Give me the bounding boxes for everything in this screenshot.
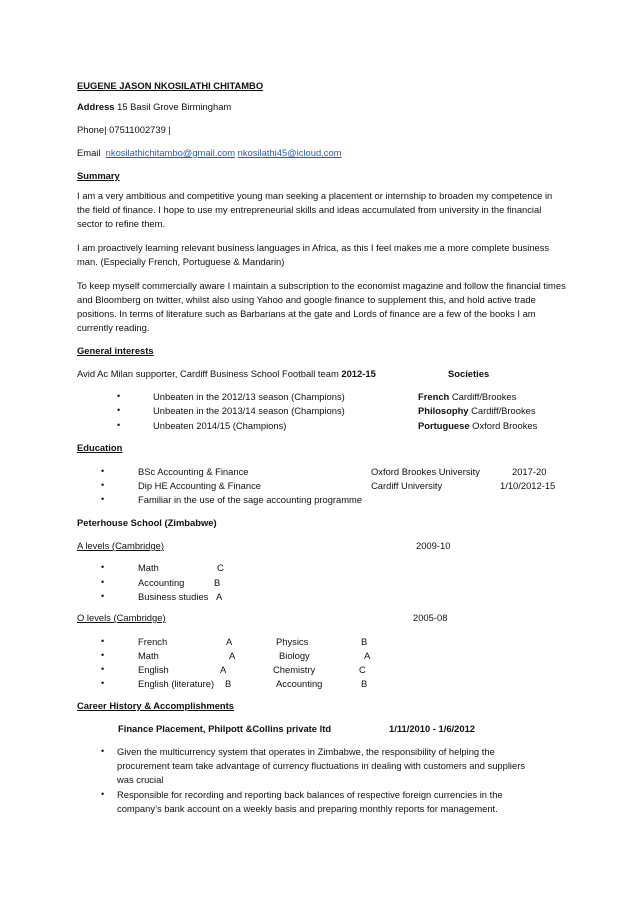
summary-heading: Summary — [77, 170, 120, 181]
societies-heading: Societies — [448, 368, 490, 379]
a-level-grade: B — [214, 577, 221, 588]
a-level-grade: C — [217, 562, 224, 573]
bullet-icon: • — [101, 789, 105, 799]
a-levels-label: A levels (Cambridge) — [77, 540, 165, 551]
bullet-icon: • — [101, 591, 105, 601]
o-level-grade-2: A — [364, 650, 371, 661]
o-level-grade: B — [225, 678, 232, 689]
education-heading: Education — [77, 442, 123, 453]
o-level-subject: Math — [138, 650, 159, 661]
society-lang: French — [418, 391, 450, 402]
degree-course: Dip HE Accounting & Finance — [138, 480, 261, 491]
summary-paragraph-1: I am a very ambitious and competitive young man seeking a placement or internship to broaden my competence in the field of finance. I hope to use my entrepreneurial skills and ideas accumulated from university in the financial sector to refine them. — [77, 190, 553, 229]
o-level-grade-2: C — [359, 664, 366, 675]
address-line — [77, 101, 231, 112]
email-label: Email — [77, 147, 101, 158]
career-bullet-2: Responsible for recording and reporting back balances of respective foreign currencies in the company’s bank account on a weekly basis and preparing monthly reports for management. — [117, 789, 503, 814]
o-level-subject: English (literature) — [138, 678, 215, 689]
bullet-icon: • — [101, 650, 105, 660]
society-item — [418, 405, 536, 416]
interests-years: 2012-15 — [341, 368, 376, 379]
email-line — [77, 147, 342, 158]
career-role: Finance Placement, Philpott &Collins private ltd — [118, 723, 332, 734]
society-item — [418, 391, 516, 402]
o-level-grade: A — [229, 650, 236, 661]
interests-text: Avid Ac Milan supporter, Cardiff Business School Football team — [77, 368, 342, 379]
career-bullet-1: Given the multicurrency system that operates in Zimbabwe, the responsibility of helping the procurement team take advantage of currency fluctuations in dealing with customers and suppliers was crucial — [117, 746, 526, 785]
society-lang: Portuguese — [418, 420, 470, 431]
resume-name: EUGENE JASON NKOSILATHI CHITAMBO — [77, 80, 264, 91]
bullet-icon: • — [101, 494, 105, 504]
bullet-icon: • — [101, 664, 105, 674]
o-level-subject-2: Physics — [276, 636, 309, 647]
email-link-icloud[interactable]: nkosilathi45@icloud.com — [237, 147, 342, 158]
o-level-subject: English — [138, 664, 169, 675]
degree-dates: 1/10/2012-15 — [500, 480, 556, 491]
bullet-icon: • — [101, 746, 105, 756]
o-level-subject-2: Chemistry — [273, 664, 316, 675]
o-level-grade-2: B — [361, 678, 368, 689]
o-level-subject-2: Accounting — [276, 678, 323, 689]
degree-course: BSc Accounting & Finance — [138, 466, 249, 477]
a-level-grade: A — [216, 591, 223, 602]
interest-item: Unbeaten in the 2012/13 season (Champions) — [153, 391, 345, 402]
a-levels-years: 2009-10 — [416, 540, 451, 551]
a-level-subject: Accounting — [138, 577, 185, 588]
o-level-subject-2: Biology — [279, 650, 310, 661]
bullet-icon: • — [101, 577, 105, 587]
society-lang: Philosophy — [418, 405, 469, 416]
address-value: 15 Basil Grove Birmingham — [114, 101, 232, 112]
bullet-icon: • — [101, 678, 105, 688]
bullet-icon: • — [117, 420, 121, 430]
bullet-icon: • — [101, 466, 105, 476]
o-level-grade: A — [220, 664, 227, 675]
o-levels-years: 2005-08 — [413, 612, 448, 623]
bullet-icon: • — [101, 480, 105, 490]
school-name: Peterhouse School (Zimbabwe) — [77, 517, 217, 528]
a-level-subject: Math — [138, 562, 159, 573]
bullet-icon: • — [101, 636, 105, 646]
email-link-gmail[interactable]: nkosilathichitambo@gmail.com — [105, 147, 236, 158]
summary-paragraph-3: To keep myself commercially aware I maintain a subscription to the economist magazine and follow the financial times and Bloomberg on twitter, whilst also using Yahoo and google finance to supplement this, and hold active trade positions. In terms of literature such as Barbarians at the gate and Lords of finance are a few of the books I am currently reading. — [77, 280, 566, 333]
bullet-icon: • — [101, 562, 105, 572]
o-level-grade: A — [226, 636, 233, 647]
address-label: Address — [77, 101, 115, 112]
society-place: Cardiff/Brookes — [449, 391, 517, 402]
career-heading: Career History & Accomplishments — [77, 700, 234, 711]
summary-paragraph-2: I am proactively learning relevant business languages in Africa, as this I feel makes me a more complete business man. (Especially French, Portuguese & Mandarin) — [77, 242, 550, 267]
phone-line: Phone| 07511002739 | — [77, 124, 171, 135]
career-dates: 1/11/2010 - 1/6/2012 — [389, 723, 476, 734]
a-level-subject: Business studies — [138, 591, 209, 602]
interests-line — [77, 368, 376, 379]
degree-course: Familiar in the use of the sage accounting programme — [138, 494, 363, 505]
interest-item: Unbeaten in the 2013/14 season (Champions) — [153, 405, 345, 416]
society-item — [418, 420, 537, 431]
o-levels-label: O levels (Cambridge) — [77, 612, 166, 623]
bullet-icon: • — [117, 405, 121, 415]
interests-heading: General interests — [77, 345, 154, 356]
society-place: Cardiff/Brookes — [468, 405, 536, 416]
degree-school: Oxford Brookes University — [371, 466, 480, 477]
degree-dates: 2017-20 — [512, 466, 547, 477]
degree-school: Cardiff University — [371, 480, 443, 491]
o-level-subject: French — [138, 636, 168, 647]
interest-item: Unbeaten 2014/15 (Champions) — [153, 420, 287, 431]
o-level-grade-2: B — [361, 636, 368, 647]
bullet-icon: • — [117, 391, 121, 401]
society-place: Oxford Brookes — [469, 420, 538, 431]
